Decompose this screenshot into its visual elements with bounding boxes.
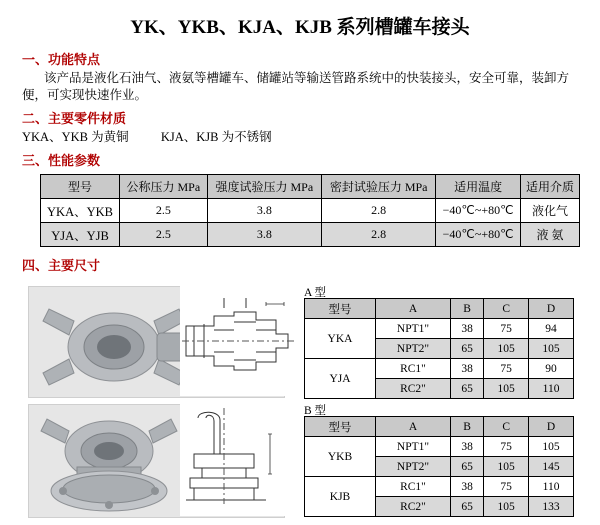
perf-r1-c1: 2.5 <box>120 223 208 247</box>
table-row <box>305 477 574 497</box>
dim-a-r2-c2: 38 <box>450 359 483 379</box>
materials-line <box>22 129 590 146</box>
dim-b-r1-c1: NPT2" <box>376 457 451 477</box>
dim-b-r3-c4: 133 <box>529 497 574 517</box>
dim-b-r1-c2: 65 <box>450 457 483 477</box>
dim-b-col-1: A <box>376 417 451 437</box>
dim-a-col-2: B <box>450 299 483 319</box>
dim-b-r2-c4: 110 <box>529 477 574 497</box>
dim-a-r3-c3: 105 <box>484 379 529 399</box>
dim-a-r2-model: YJA <box>305 359 376 399</box>
perf-r0-c2: 3.8 <box>207 199 321 223</box>
drawing-coupling-a <box>180 286 298 396</box>
table-header-row <box>305 299 574 319</box>
dim-b-col-0: 型号 <box>305 417 376 437</box>
dim-a-r2-c1: RC1" <box>376 359 451 379</box>
perf-r1-c3: 2.8 <box>321 223 435 247</box>
table-row <box>41 199 580 223</box>
drawing-coupling-b-graphic <box>180 404 298 516</box>
page-title: YK、YKB、KJA、KJB 系列槽罐车接头 <box>130 17 470 38</box>
dim-b-r0-c4: 105 <box>529 437 574 457</box>
dim-a-col-3: C <box>484 299 529 319</box>
dim-b-r2-c1: RC1" <box>376 477 451 497</box>
dim-a-r0-c3: 75 <box>484 319 529 339</box>
dimension-table-a <box>304 298 574 399</box>
perf-r0-c4: −40℃~+80℃ <box>436 199 521 223</box>
perf-r0-c1: 2.5 <box>120 199 208 223</box>
perf-col-3: 密封试验压力 MPa <box>321 175 435 199</box>
perf-col-2: 强度试验压力 MPa <box>207 175 321 199</box>
perf-col-4: 适用温度 <box>436 175 521 199</box>
perf-r1-c2: 3.8 <box>207 223 321 247</box>
dim-b-col-3: C <box>484 417 529 437</box>
perf-col-1: 公称压力 MPa <box>120 175 208 199</box>
dim-a-r2-c3: 75 <box>484 359 529 379</box>
dim-a-r1-c2: 65 <box>450 339 483 359</box>
dim-b-r3-c1: RC2" <box>376 497 451 517</box>
dim-b-col-2: B <box>450 417 483 437</box>
dim-b-r1-c4: 145 <box>529 457 574 477</box>
dim-a-r0-c2: 38 <box>450 319 483 339</box>
perf-r0-c3: 2.8 <box>321 199 435 223</box>
dim-a-r2-c4: 90 <box>529 359 574 379</box>
dimension-table-b <box>304 416 574 517</box>
materials-left: YKA、YKB 为黄铜 <box>22 130 129 144</box>
dim-a-col-0: 型号 <box>305 299 376 319</box>
dim-b-r2-model: KJB <box>305 477 376 517</box>
dim-b-r0-model: YKB <box>305 437 376 477</box>
perf-col-5: 适用介质 <box>520 175 579 199</box>
dim-b-r0-c2: 38 <box>450 437 483 457</box>
type-label-b: B 型 <box>304 405 327 417</box>
dim-a-r3-c2: 65 <box>450 379 483 399</box>
dim-b-r2-c3: 75 <box>484 477 529 497</box>
dim-a-r0-model: YKA <box>305 319 376 359</box>
table-row <box>41 223 580 247</box>
drawing-coupling-a-graphic <box>180 286 298 396</box>
table-header-row <box>41 175 580 199</box>
dim-b-r1-c3: 105 <box>484 457 529 477</box>
dim-a-r0-c1: NPT1" <box>376 319 451 339</box>
table-row <box>305 319 574 339</box>
perf-r0-c0: YKA、YKB <box>41 199 120 223</box>
perf-r1-c4: −40℃~+80℃ <box>436 223 521 247</box>
dimensions-area <box>10 280 590 525</box>
dim-a-r1-c4: 105 <box>529 339 574 359</box>
dim-a-r3-c4: 110 <box>529 379 574 399</box>
type-label-a: A 型 <box>304 287 327 299</box>
features-paragraph: 该产品是液化石油气、液氨等槽罐车、储罐站等输送管路系统中的快装接头，安全可靠，装卸方便，可实现快速作业。 <box>22 71 570 102</box>
perf-col-0: 型号 <box>41 175 120 199</box>
materials-right: KJA、KJB 为不锈钢 <box>160 130 272 144</box>
dim-a-r3-c1: RC2" <box>376 379 451 399</box>
dim-b-r0-c3: 75 <box>484 437 529 457</box>
perf-r0-c5: 液化气 <box>520 199 579 223</box>
drawing-coupling-b <box>180 404 298 516</box>
performance-table <box>40 174 580 247</box>
table-header-row <box>305 417 574 437</box>
dim-b-r3-c3: 105 <box>484 497 529 517</box>
dim-b-r0-c1: NPT1" <box>376 437 451 457</box>
dim-a-r1-c1: NPT2" <box>376 339 451 359</box>
dim-a-col-1: A <box>376 299 451 319</box>
section-heading-features: 一、功能特点 <box>22 52 101 67</box>
dim-b-col-4: D <box>529 417 574 437</box>
table-row <box>305 437 574 457</box>
dim-a-col-4: D <box>529 299 574 319</box>
table-row <box>305 359 574 379</box>
dim-a-r1-c3: 105 <box>484 339 529 359</box>
dim-b-r2-c2: 38 <box>450 477 483 497</box>
section-heading-materials: 二、主要零件材质 <box>22 111 127 126</box>
section-heading-performance: 三、性能参数 <box>22 153 101 168</box>
dim-b-r3-c2: 65 <box>450 497 483 517</box>
dim-a-r0-c4: 94 <box>529 319 574 339</box>
perf-r1-c0: YJA、YJB <box>41 223 120 247</box>
perf-r1-c5: 液 氨 <box>520 223 579 247</box>
section-heading-dimensions: 四、主要尺寸 <box>22 258 101 273</box>
